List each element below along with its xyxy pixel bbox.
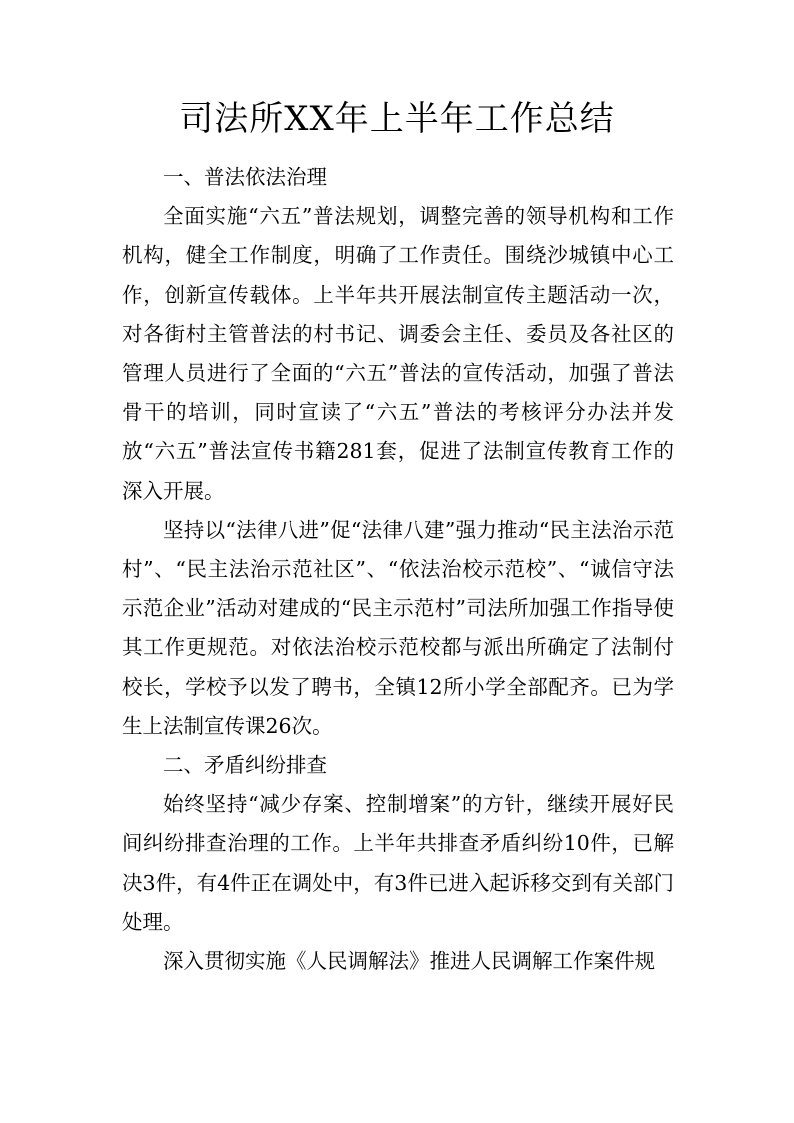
document-body — [122, 158, 674, 981]
section-heading-legal-education: 一、普法依法治理 — [163, 165, 327, 189]
paragraph-legal-education-plan: 全面实施“六五”普法规划，调整完善的领导机构和工作机构，健全工作制度，明确了工作责任。围绕沙城镇中心工作，创新宣传载体。上半年共开展法制宣传主题活动一次，对各街村主管普法的村书记、调委会主任、委员及各社区的管理人员进行了全面的“六五”普法的宣传活动，加强了普法骨干的培训，同时宣读了“六五”普法的考核评分办法并发放“六五”普法宣传书籍281套，促进了法制宣传教育工作的深入开展。 — [122, 204, 674, 503]
document-title: 司法所XX年上半年工作总结 — [179, 99, 615, 139]
paragraph-dispute-screening: 始终坚持“减少存案、控制增案”的方针，继续开展好民间纠纷排查治理的工作。上半年共排查矛盾纠纷10件，已解决3件，有4件正在调处中，有3件已进入起诉移交到有关部门处理。 — [122, 792, 674, 934]
section-heading-dispute-screening: 二、矛盾纠纷排查 — [163, 753, 327, 778]
paragraph-mediation-law: 深入贯彻实施《人民调解法》推进人民调解工作案件规 — [163, 949, 655, 974]
paragraph-rule-of-law-demonstration: 坚持以“法律八进”促“法律八建”强力推动“民主法治示范村”、“民主法治示范社区”、“依法治校示范校”、“诚信守法示范企业”活动对建成的“民主示范村”司法所加强工作指导使其工作更规范。对依法治校示范校都与派出所确定了法制付校长，学校予以发了聘书，全镇12所小学全部配齐。已为学生上法制宣传课26次。 — [122, 517, 674, 738]
